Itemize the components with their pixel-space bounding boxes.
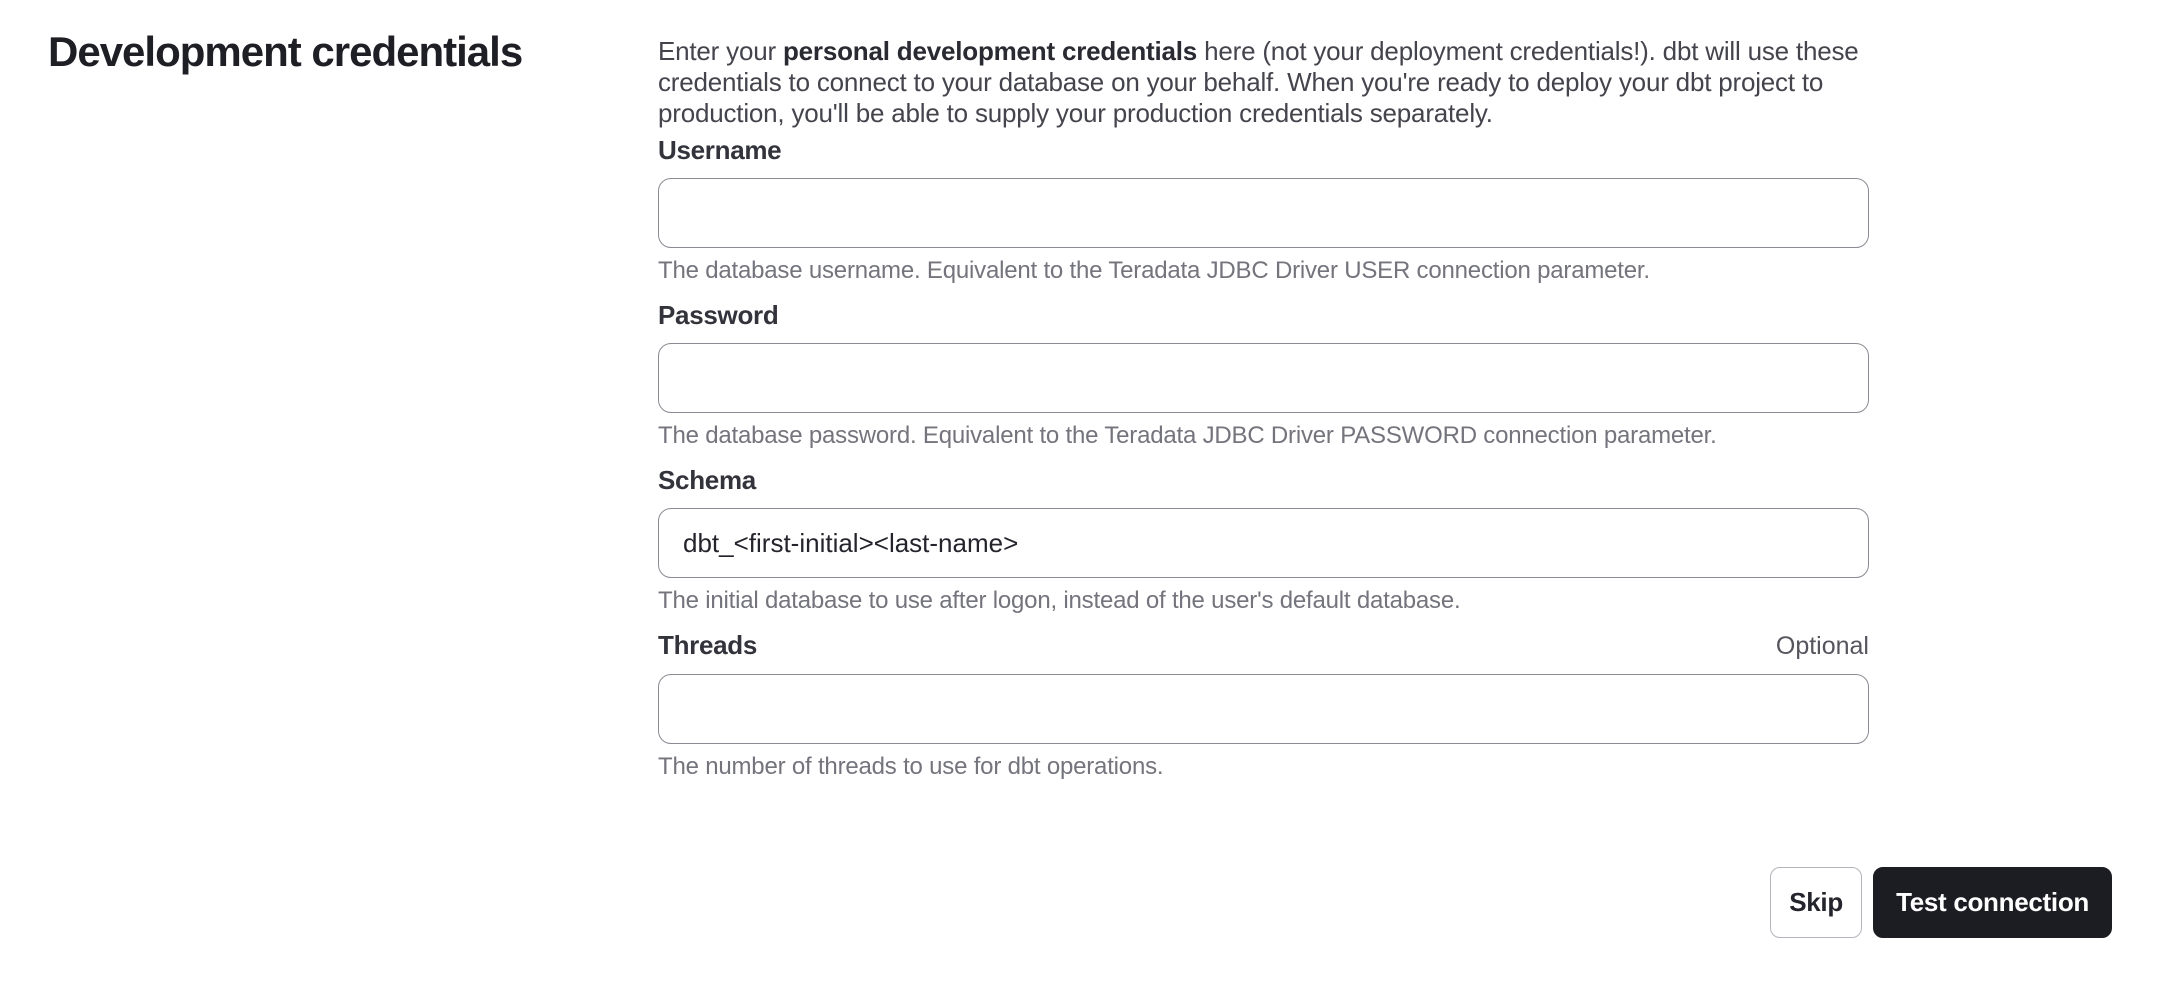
test-connection-button[interactable]: Test connection <box>1873 867 2112 938</box>
field-password <box>658 300 1869 450</box>
threads-input[interactable] <box>658 674 1869 744</box>
threads-label-row <box>658 630 1869 661</box>
threads-optional-badge: Optional <box>1775 632 1869 660</box>
footer-actions <box>1770 867 2112 938</box>
skip-button[interactable]: Skip <box>1770 867 1862 938</box>
schema-input[interactable] <box>658 508 1869 578</box>
password-label: Password <box>658 300 779 330</box>
field-username <box>658 135 1869 285</box>
password-input[interactable] <box>658 343 1869 413</box>
intro-prefix: Enter your <box>658 36 783 66</box>
page-title: Development credentials <box>48 28 523 75</box>
credentials-form <box>658 36 1869 781</box>
intro-text <box>658 36 1869 129</box>
password-help: The database password. Equivalent to the Teradata JDBC Driver PASSWORD connection parameter. <box>658 422 1717 449</box>
field-threads <box>658 630 1869 781</box>
username-help: The database username. Equivalent to the Teradata JDBC Driver USER connection parameter. <box>658 257 1650 284</box>
schema-label: Schema <box>658 465 756 495</box>
intro-suffix: here (not your deployment credentials!). dbt will use these credentials to connect to your database on your behalf. When you're ready to deploy your dbt project to production, you'll be able to supply your production credentials separately. <box>658 36 1859 128</box>
intro-bold: personal development credentials <box>782 36 1198 66</box>
threads-help: The number of threads to use for dbt operations. <box>658 753 1164 780</box>
threads-label: Threads <box>658 630 758 660</box>
schema-label-row <box>658 465 1869 495</box>
username-label: Username <box>658 135 782 165</box>
password-label-row <box>658 300 1869 330</box>
username-input[interactable] <box>658 178 1869 248</box>
schema-help: The initial database to use after logon, instead of the user's default database. <box>658 587 1461 614</box>
username-label-row <box>658 135 1869 165</box>
field-schema <box>658 465 1869 615</box>
